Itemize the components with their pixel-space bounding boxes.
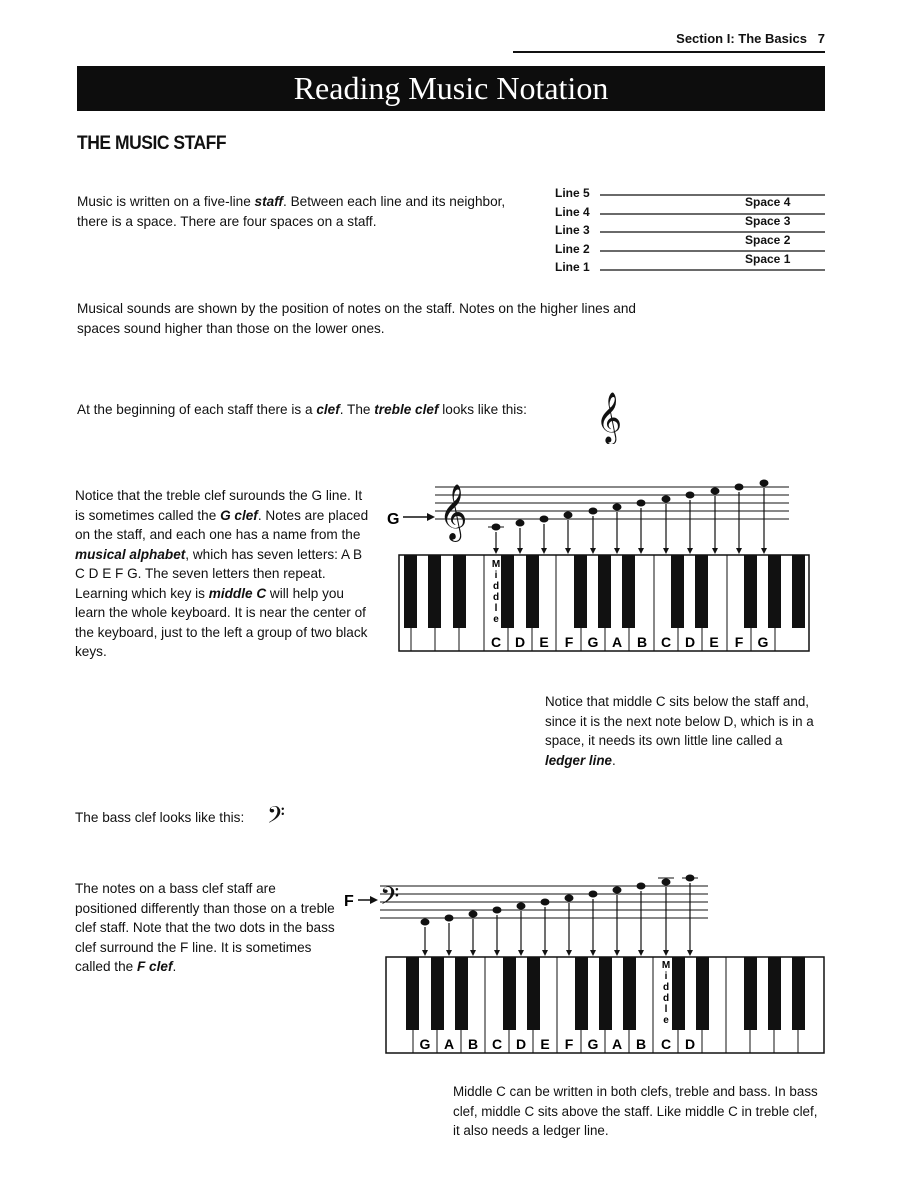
treble-keyboard-diagram (385, 470, 825, 655)
space-label: Space 2 (745, 233, 791, 247)
svg-text:F: F (734, 634, 744, 650)
svg-text:M: M (661, 960, 671, 971)
svg-text:M: M (491, 559, 501, 570)
svg-text:l: l (494, 603, 498, 614)
svg-text:d: d (492, 592, 500, 603)
middle-c-note: Notice that middle C sits below the staff and, since it is the next note below D, which is in a space, it needs its own little line called a ledger line. (545, 694, 814, 768)
svg-text:i: i (494, 570, 498, 581)
svg-text:i: i (664, 971, 668, 982)
svg-text:𝄢: 𝄢 (267, 802, 286, 833)
treble-clef-icon (593, 384, 623, 444)
svg-text:𝄞: 𝄞 (596, 393, 623, 442)
clef-intro-paragraph: At the beginning of each staff there is a clef. The treble clef looks like this: (77, 402, 527, 417)
svg-text:C: C (491, 1036, 503, 1052)
clef-letter: G (387, 511, 400, 528)
space-label: Space 1 (745, 252, 791, 266)
space-label: Space 3 (745, 214, 791, 228)
svg-text:𝄢: 𝄢 (380, 883, 400, 916)
svg-text:A: A (611, 634, 623, 650)
svg-text:B: B (636, 634, 648, 650)
clef-letter: F (344, 893, 354, 910)
line-label: Line 1 (555, 260, 590, 275)
bass-keyboard-diagram (340, 868, 830, 1058)
bass-intro: The bass clef looks like this: (75, 810, 245, 825)
svg-text:D: D (684, 1036, 696, 1052)
treble-black-keys (404, 555, 805, 628)
svg-text:d: d (662, 982, 670, 993)
section-label: Section I: The Basics (676, 31, 807, 46)
svg-text:E: E (709, 634, 719, 650)
line-label: Line 5 (555, 186, 590, 200)
page-number: 7 (817, 31, 825, 46)
svg-text:C: C (660, 1036, 672, 1052)
svg-text:E: E (539, 634, 549, 650)
svg-text:E: E (540, 1036, 550, 1052)
svg-text:A: A (443, 1036, 455, 1052)
svg-text:D: D (514, 634, 526, 650)
svg-text:e: e (493, 614, 499, 625)
line-label: Line 4 (555, 204, 590, 219)
staff-intro-paragraph: Music is written on a five-line staff. Between each line and its neighbor, there is a space. There are four spaces on a staff. (77, 194, 506, 229)
svg-text:F: F (564, 1036, 574, 1052)
section-heading: THE MUSIC STAFF (77, 133, 227, 154)
bass-black-keys (406, 957, 805, 1030)
line-label: Line 3 (555, 223, 590, 238)
svg-text:G: G (587, 1036, 599, 1052)
both-clefs-note: Middle C can be written in both clefs, treble and bass. In bass clef, middle C sits above the staff. Like middle C in treble clef, it also needs a ledger line. (453, 1084, 818, 1138)
svg-text:F: F (564, 634, 574, 650)
position-paragraph: Musical sounds are shown by the position of notes on the staff. Notes on the higher lines and spaces sound higher than those on the lower ones. (77, 301, 636, 336)
svg-text:e: e (663, 1015, 669, 1026)
bass-clef-icon (266, 800, 296, 834)
svg-text:l: l (664, 1004, 668, 1015)
svg-text:G: G (757, 634, 769, 650)
svg-text:C: C (660, 634, 672, 650)
svg-text:G: G (587, 634, 599, 650)
svg-text:𝄞: 𝄞 (439, 486, 468, 539)
line-label: Line 2 (555, 241, 590, 256)
space-label: Space 4 (745, 195, 791, 209)
svg-text:G: G (419, 1036, 431, 1052)
header-rule (513, 51, 825, 53)
svg-text:A: A (611, 1036, 623, 1052)
svg-text:B: B (467, 1036, 479, 1052)
svg-text:d: d (492, 581, 500, 592)
svg-text:D: D (515, 1036, 527, 1052)
running-header (676, 31, 825, 46)
svg-text:B: B (635, 1036, 647, 1052)
svg-text:d: d (662, 993, 670, 1004)
staff-diagram (555, 184, 830, 279)
page-title: Reading Music Notation (77, 66, 825, 111)
svg-text:D: D (684, 634, 696, 650)
treble-clef-paragraph: Notice that the treble clef surounds the G line. It is sometimes called the G clef. Notes are placed on the staff, and each one has a name from the musical alphabet, which has seven letters: A B C D E F G. The seven letters then repeat. Learning which key is middle C will help you learn the whole keyboard. It is near the center of the keyboard, just to the left a group of two black keys. (75, 488, 369, 659)
svg-text:C: C (490, 634, 502, 650)
bass-clef-paragraph: The notes on a bass clef staff are positioned differently than those on a treble clef staff. Note that the two dots in the bass clef surround the F line. It is sometimes called the F clef. (75, 881, 335, 974)
